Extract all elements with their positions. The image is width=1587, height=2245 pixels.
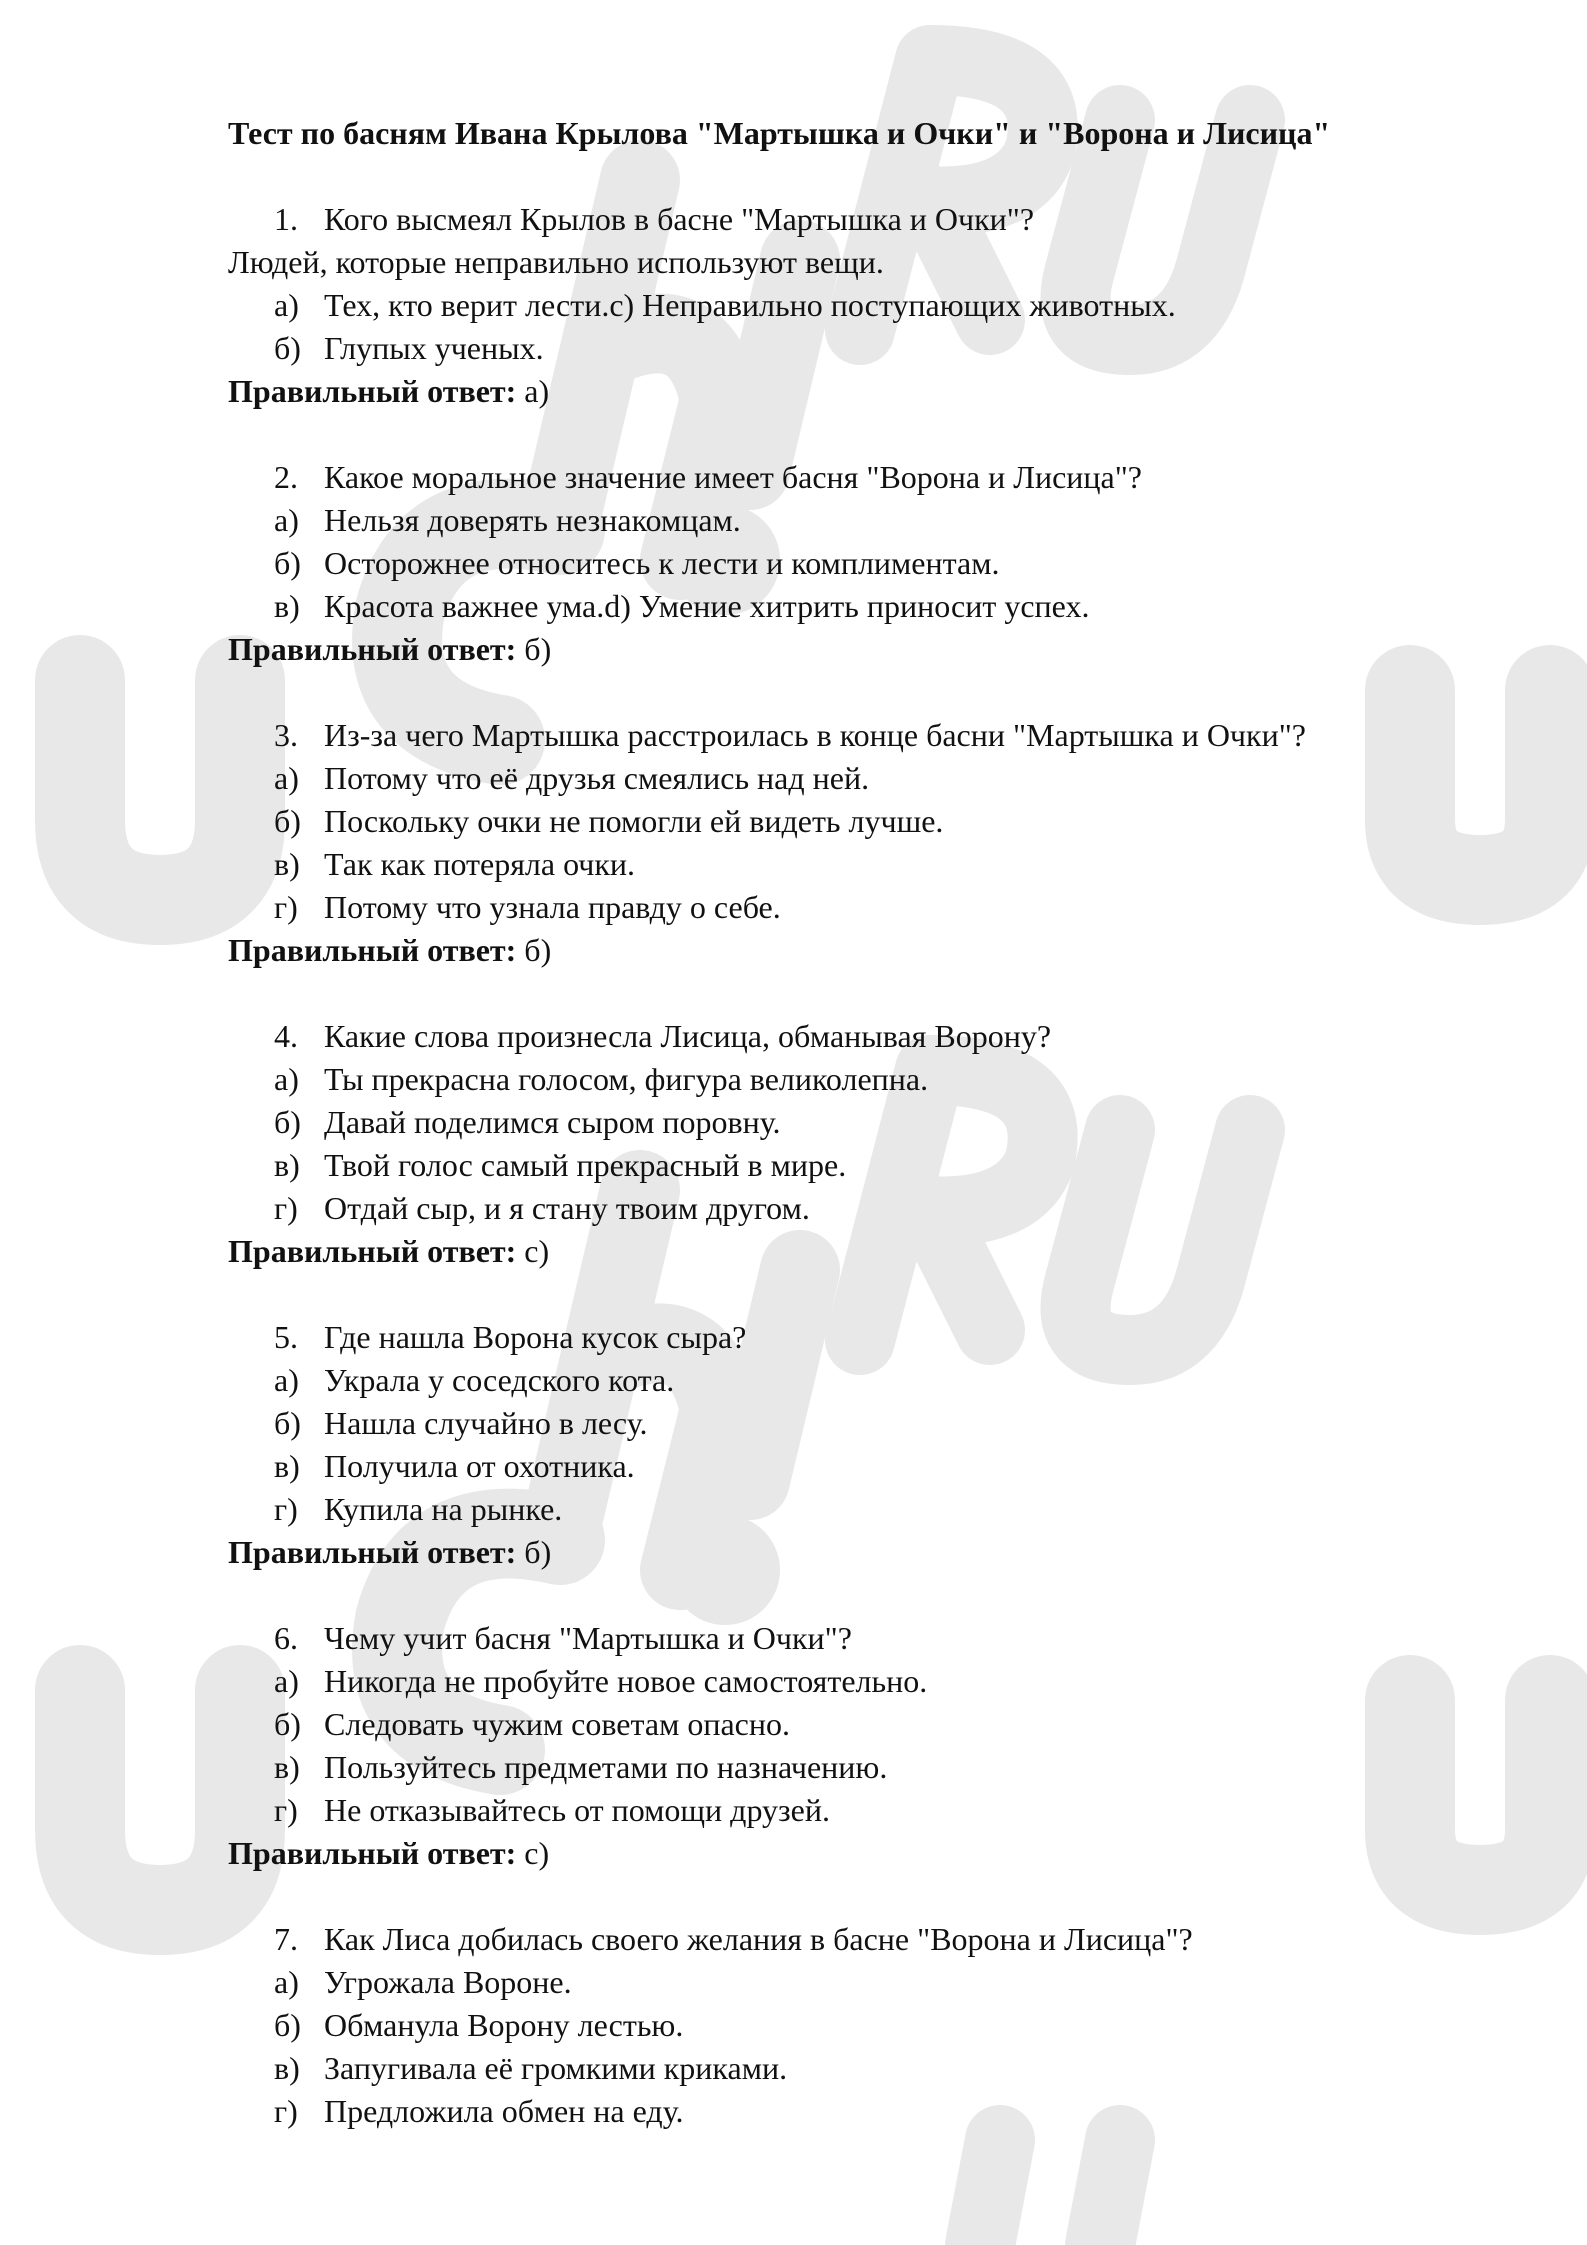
option-letter: а): [274, 1061, 299, 1097]
question-text-line: [228, 1918, 1528, 1961]
answer-option: [228, 1961, 1528, 2004]
option-letter: а): [274, 287, 299, 323]
option-text: Глупых ученых.: [324, 330, 544, 366]
answer-option: [228, 2047, 1528, 2090]
correct-answer: [228, 370, 1528, 413]
correct-answer: [228, 1531, 1528, 1574]
answer-option: [228, 757, 1528, 800]
correct-answer: [228, 1832, 1528, 1875]
question-text-line: [228, 1617, 1528, 1660]
correct-answer-value: б): [524, 932, 552, 968]
option-text: Не отказывайтесь от помощи друзей.: [324, 1792, 830, 1828]
option-letter: а): [274, 1663, 299, 1699]
answer-option: [228, 1058, 1528, 1101]
option-text: Ты прекрасна голосом, фигура великолепна.: [324, 1061, 929, 1097]
option-letter: г): [274, 1491, 298, 1527]
correct-answer-label: Правильный ответ:: [228, 1233, 517, 1269]
option-text: Никогда не пробуйте новое самостоятельно.: [324, 1663, 928, 1699]
correct-answer-label: Правильный ответ:: [228, 1534, 517, 1570]
option-text: Следовать чужим советам опасно.: [324, 1706, 790, 1742]
option-text: Отдай сыр, и я стану твоим другом.: [324, 1190, 810, 1226]
option-text: Потому что её друзья смеялись над ней.: [324, 760, 870, 796]
answer-option: [228, 542, 1528, 585]
option-letter: а): [274, 1964, 299, 2000]
question-text-line: [228, 714, 1528, 757]
document-title: Тест по басням Ивана Крылова "Мартышка и Очки" и "Ворона и Лисица": [228, 115, 1331, 151]
option-text: Запугивала её громкими криками.: [324, 2050, 788, 2086]
option-text: Твой голос самый прекрасный в мире.: [324, 1147, 847, 1183]
option-text: Потому что узнала правду о себе.: [324, 889, 781, 925]
question-text: Где нашла Ворона кусок сыра?: [324, 1319, 747, 1355]
option-letter: в): [274, 846, 300, 882]
answer-option: [228, 886, 1528, 929]
question-text-line: [228, 456, 1528, 499]
correct-answer: [228, 1230, 1528, 1273]
question-7: [228, 1918, 1528, 2133]
question-number: 3.: [274, 717, 298, 753]
question-text: Какое моральное значение имеет басня "Ворона и Лисица"?: [324, 459, 1142, 495]
answer-option: [228, 1445, 1528, 1488]
answer-option: [228, 1359, 1528, 1402]
question-extra-line: Людей, которые неправильно используют вещи.: [228, 244, 884, 280]
question-1: [228, 198, 1528, 413]
option-text: Поскольку очки не помогли ей видеть лучше.: [324, 803, 944, 839]
option-letter: б): [274, 2007, 301, 2043]
option-text: Пользуйтесь предметами по назначению.: [324, 1749, 888, 1785]
option-text: Нашла случайно в лесу.: [324, 1405, 648, 1441]
answer-option: [228, 2004, 1528, 2047]
option-text: Получила от охотника.: [324, 1448, 635, 1484]
watermark-u-left-bottom: [80, 1690, 240, 1910]
question-2: [228, 456, 1528, 671]
option-letter: г): [274, 1792, 298, 1828]
option-letter: а): [274, 502, 299, 538]
correct-answer-value: с): [524, 1835, 550, 1871]
answer-option: [228, 1746, 1528, 1789]
answer-option: [228, 585, 1528, 628]
option-letter: г): [274, 2093, 298, 2129]
answer-option: [228, 1144, 1528, 1187]
answer-option: [228, 499, 1528, 542]
answer-option: [228, 1402, 1528, 1445]
answer-option: [228, 1789, 1528, 1832]
option-text: Предложила обмен на еду.: [324, 2093, 684, 2129]
answer-option: [228, 284, 1528, 327]
option-letter: в): [274, 2050, 300, 2086]
answer-option: [228, 2090, 1528, 2133]
question-text: Чему учит басня "Мартышка и Очки"?: [324, 1620, 852, 1656]
question-text-line: [228, 1015, 1528, 1058]
answer-option: [228, 1488, 1528, 1531]
question-6: [228, 1617, 1528, 1875]
answer-option: [228, 1660, 1528, 1703]
question-3: [228, 714, 1528, 972]
option-text: Давай поделимся сыром поровну.: [324, 1104, 781, 1140]
option-letter: в): [274, 1749, 300, 1785]
question-list: [228, 198, 1528, 2133]
answer-option: [228, 327, 1528, 370]
question-number: 2.: [274, 459, 298, 495]
correct-answer: [228, 628, 1528, 671]
answer-option: [228, 800, 1528, 843]
option-letter: б): [274, 803, 301, 839]
option-text: Красота важнее ума.d) Умение хитрить приносит успех.: [324, 588, 1090, 624]
option-text: Нельзя доверять незнакомцам.: [324, 502, 741, 538]
correct-answer: [228, 929, 1528, 972]
answer-option: [228, 1101, 1528, 1144]
watermark-u-left-top: [80, 680, 240, 900]
option-text: Купила на рынке.: [324, 1491, 563, 1527]
question-number: 1.: [274, 201, 298, 237]
document: [228, 112, 1528, 2176]
question-number: 7.: [274, 1921, 298, 1957]
question-5: [228, 1316, 1528, 1574]
option-letter: б): [274, 1706, 301, 1742]
question-text: Как Лиса добилась своего желания в басне "Ворона и Лисица"?: [324, 1921, 1193, 1957]
question-number: 5.: [274, 1319, 298, 1355]
option-letter: б): [274, 1104, 301, 1140]
correct-answer-value: б): [524, 631, 552, 667]
option-letter: а): [274, 1362, 299, 1398]
question-number: 6.: [274, 1620, 298, 1656]
option-letter: а): [274, 760, 299, 796]
answer-option: [228, 843, 1528, 886]
question-text-line: [228, 1316, 1528, 1359]
option-letter: г): [274, 889, 298, 925]
option-letter: б): [274, 1405, 301, 1441]
option-letter: б): [274, 545, 301, 581]
correct-answer-label: Правильный ответ:: [228, 373, 517, 409]
question-text-line: [228, 198, 1528, 241]
correct-answer-value: б): [524, 1534, 552, 1570]
correct-answer-label: Правильный ответ:: [228, 1835, 517, 1871]
correct-answer-label: Правильный ответ:: [228, 932, 517, 968]
question-text: Кого высмеял Крылов в басне "Мартышка и Очки"?: [324, 201, 1035, 237]
option-text: Осторожнее относитесь к лести и комплиментам.: [324, 545, 1000, 581]
option-letter: в): [274, 1147, 300, 1183]
correct-answer-label: Правильный ответ:: [228, 631, 517, 667]
answer-option: [228, 1703, 1528, 1746]
question-text: Из-за чего Мартышка расстроилась в конце басни "Мартышка и Очки"?: [324, 717, 1306, 753]
option-text: Так как потеряла очки.: [324, 846, 636, 882]
option-text: Обманула Ворону лестью.: [324, 2007, 684, 2043]
correct-answer-value: а): [524, 373, 550, 409]
option-text: Тех, кто верит лести.с) Неправильно поступающих животных.: [324, 287, 1176, 323]
option-text: Украла у соседского кота.: [324, 1362, 675, 1398]
correct-answer-value: с): [524, 1233, 550, 1269]
question-text: Какие слова произнесла Лисица, обманывая Ворону?: [324, 1018, 1052, 1054]
option-letter: в): [274, 1448, 300, 1484]
option-letter: б): [274, 330, 301, 366]
question-number: 4.: [274, 1018, 298, 1054]
question-4: [228, 1015, 1528, 1273]
option-letter: в): [274, 588, 300, 624]
option-text: Угрожала Вороне.: [324, 1964, 572, 2000]
option-letter: г): [274, 1190, 298, 1226]
answer-option: [228, 1187, 1528, 1230]
